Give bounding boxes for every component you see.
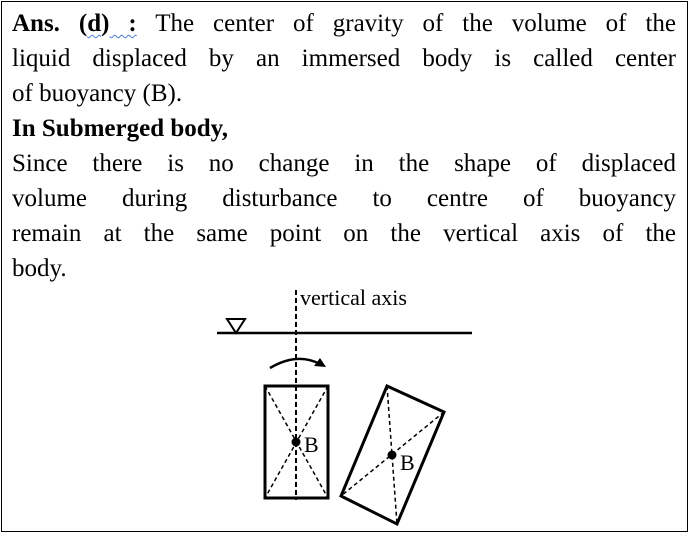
vertical-axis-label: vertical axis [300, 285, 407, 310]
answer-label-prefix: Ans. ( [12, 10, 88, 37]
answer-line-1-text: The center of gravity of the volume of the [136, 10, 676, 37]
answer-label-colon: : [109, 10, 137, 37]
section-heading: In Submerged body, [12, 115, 229, 142]
tilted-buoyancy-label: B [400, 450, 415, 475]
buoyancy-diagram [200, 283, 500, 533]
paragraph-line-3: remain at the same point on the vertical axis of the [12, 220, 676, 247]
answer-text-block [12, 6, 676, 286]
answer-label [12, 10, 137, 37]
upright-buoyancy-label: B [304, 432, 319, 457]
answer-line-3: of buoyancy (B). [12, 80, 183, 107]
answer-line-2: liquid displaced by an immersed body is called center [12, 45, 676, 72]
answer-line-1 [12, 6, 676, 41]
answer-choice: d [87, 10, 102, 37]
paragraph-line-4: body. [12, 255, 67, 282]
paragraph-line-2: volume during disturbance to centre of buoyancy [12, 185, 676, 212]
paragraph-line-1: Since there is no change in the shape of displaced [12, 150, 676, 177]
answer-label-suffix: ) [101, 10, 110, 37]
water-level-triangle-icon [227, 319, 245, 333]
upright-buoyancy-centre [292, 438, 301, 447]
tilted-buoyancy-centre [388, 451, 397, 460]
